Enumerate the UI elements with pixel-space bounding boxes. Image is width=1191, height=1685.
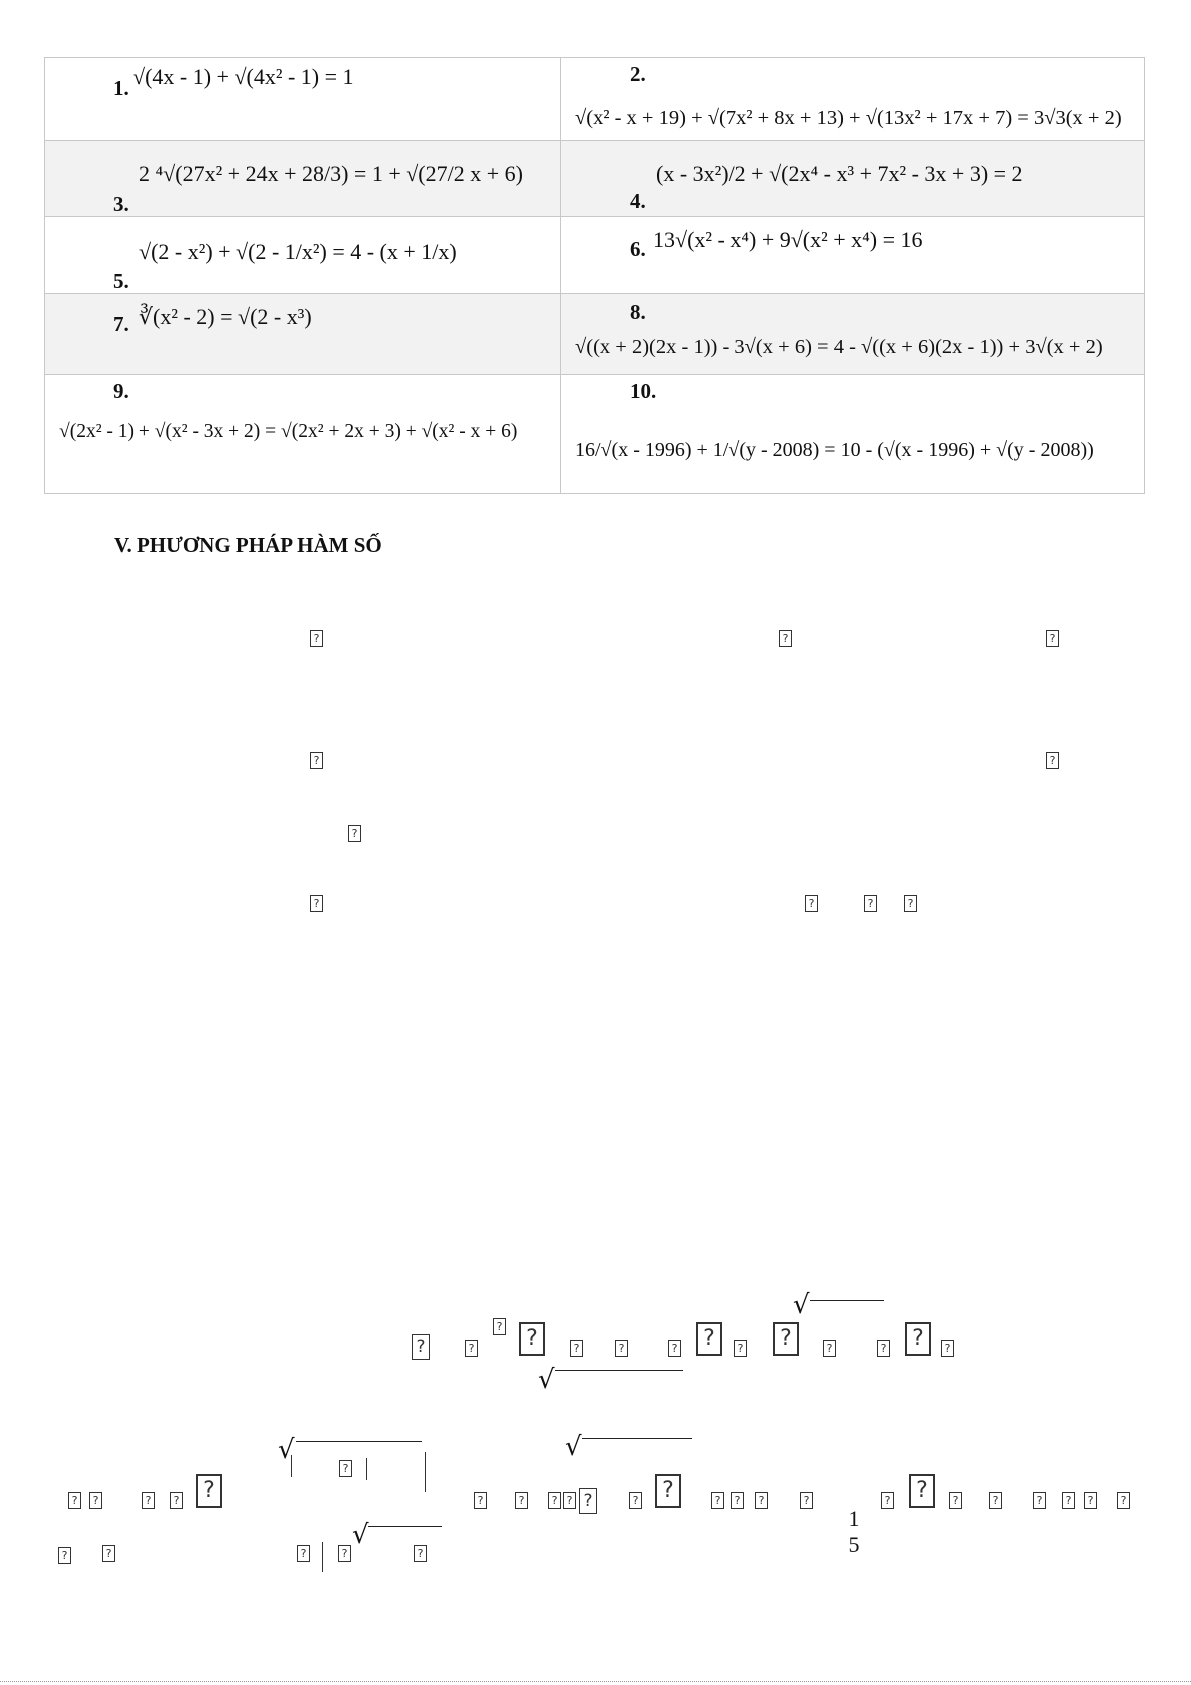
missing-glyph: ? xyxy=(310,895,323,912)
exercise-number: 5. xyxy=(113,269,129,293)
radical-sign: √ xyxy=(352,1520,369,1550)
exercise-cell-5 xyxy=(45,217,561,294)
exercise-cell-9 xyxy=(45,375,561,494)
radical-sign: √ xyxy=(278,1435,295,1465)
missing-glyph: ? xyxy=(1062,1492,1075,1509)
missing-glyph: ? xyxy=(800,1492,813,1509)
missing-glyph: ? xyxy=(1084,1492,1097,1509)
missing-glyph: ? xyxy=(493,1318,506,1335)
radical-sign: √ xyxy=(538,1365,555,1395)
missing-glyph: ? xyxy=(989,1492,1002,1509)
missing-glyph: ? xyxy=(881,1492,894,1509)
missing-glyph: ? xyxy=(905,1322,931,1356)
exercise-cell-8 xyxy=(561,294,1145,375)
bracket-stroke xyxy=(322,1542,323,1572)
missing-glyph: ? xyxy=(310,752,323,769)
missing-glyph: ? xyxy=(548,1492,561,1509)
missing-glyph: ? xyxy=(711,1492,724,1509)
exercise-number: 7. xyxy=(113,312,129,336)
missing-glyph: ? xyxy=(515,1492,528,1509)
missing-glyph: ? xyxy=(579,1488,597,1514)
exercise-number: 6. xyxy=(630,237,646,261)
exercise-cell-6 xyxy=(561,217,1145,294)
exercise-number: 1. xyxy=(113,76,129,100)
missing-glyph: ? xyxy=(348,825,361,842)
exercise-cell-4 xyxy=(561,141,1145,217)
bracket-stroke xyxy=(366,1458,367,1480)
exercise-cell-3 xyxy=(45,141,561,217)
missing-glyph: ? xyxy=(696,1322,722,1356)
exercise-equation-9: √(2x² - 1) + √(x² - 3x + 2) = √(2x² + 2x + 3) + √(x² - x + 6) xyxy=(59,421,518,442)
missing-glyph: ? xyxy=(773,1322,799,1356)
exercise-number: 3. xyxy=(113,192,129,216)
radical-bar xyxy=(368,1526,442,1527)
radical-sign: √ xyxy=(793,1290,810,1320)
missing-glyph: ? xyxy=(779,630,792,647)
fraction-numerator: 1 xyxy=(848,1506,860,1531)
exercise-number: 9. xyxy=(113,379,129,403)
missing-glyph: ? xyxy=(412,1334,430,1360)
missing-glyph: ? xyxy=(1046,752,1059,769)
radical-sign: √ xyxy=(565,1432,582,1462)
bracket-stroke xyxy=(425,1452,426,1492)
exercise-number: 8. xyxy=(630,300,646,324)
missing-glyph: ? xyxy=(170,1492,183,1509)
missing-glyph: ? xyxy=(465,1340,478,1357)
section-heading: V. PHƯƠNG PHÁP HÀM SỐ xyxy=(114,533,382,557)
missing-glyph: ? xyxy=(414,1545,427,1562)
missing-glyph: ? xyxy=(949,1492,962,1509)
missing-glyph: ? xyxy=(731,1492,744,1509)
exercise-equation-2: √(x² - x + 19) + √(7x² + 8x + 13) + √(13x² + 17x + 7) = 3√3(x + 2) xyxy=(575,107,1122,129)
missing-glyph: ? xyxy=(519,1322,545,1356)
fraction-denominator: 5 xyxy=(848,1532,860,1557)
missing-glyph: ? xyxy=(755,1492,768,1509)
exercise-equation-7: ∛(x² - 2) = √(2 - x³) xyxy=(139,304,312,329)
radical-bar xyxy=(555,1370,683,1371)
exercise-equation-6: 13√(x² - x⁴) + 9√(x² + x⁴) = 16 xyxy=(653,227,923,252)
exercise-equation-1: √(4x - 1) + √(4x² - 1) = 1 xyxy=(133,64,354,89)
missing-glyph: ? xyxy=(909,1474,935,1508)
missing-glyph: ? xyxy=(196,1474,222,1508)
exercise-equation-8: √((x + 2)(2x - 1)) - 3√(x + 6) = 4 - √((x + 6)(2x - 1)) + 3√(x + 2) xyxy=(575,336,1103,358)
missing-glyph: ? xyxy=(58,1547,71,1564)
missing-glyph: ? xyxy=(563,1492,576,1509)
missing-glyph: ? xyxy=(1117,1492,1130,1509)
exercise-cell-10 xyxy=(561,375,1145,494)
exercise-number: 2. xyxy=(630,62,646,86)
missing-glyph: ? xyxy=(310,630,323,647)
exercise-number: 4. xyxy=(630,189,646,213)
exercise-number: 10. xyxy=(630,379,657,403)
missing-glyph: ? xyxy=(1046,630,1059,647)
missing-glyph: ? xyxy=(89,1492,102,1509)
missing-glyph: ? xyxy=(338,1545,351,1562)
exercise-equation-4: (x - 3x²)/2 + √(2x⁴ - x³ + 7x² - 3x + 3) = 2 xyxy=(656,161,1023,186)
radical-bar xyxy=(582,1438,692,1439)
missing-glyph: ? xyxy=(823,1340,836,1357)
exercise-equation-5: √(2 - x²) + √(2 - 1/x²) = 4 - (x + 1/x) xyxy=(139,239,457,264)
missing-glyph: ? xyxy=(68,1492,81,1509)
radical-bar xyxy=(296,1441,422,1442)
missing-glyph: ? xyxy=(941,1340,954,1357)
bracket-stroke xyxy=(291,1455,292,1477)
missing-glyph: ? xyxy=(734,1340,747,1357)
missing-glyph: ? xyxy=(474,1492,487,1509)
missing-glyph: ? xyxy=(668,1340,681,1357)
exercise-table xyxy=(44,57,1145,494)
missing-glyph: ? xyxy=(615,1340,628,1357)
exercise-cell-7 xyxy=(45,294,561,375)
radical-bar xyxy=(810,1300,884,1301)
missing-glyph: ? xyxy=(655,1474,681,1508)
missing-glyph: ? xyxy=(142,1492,155,1509)
page-bottom-rule xyxy=(0,1681,1191,1682)
fraction-one-fifth xyxy=(846,1506,862,1558)
exercise-cell-1 xyxy=(45,58,561,141)
missing-glyph: ? xyxy=(864,895,877,912)
exercise-equation-10: 16/√(x - 1996) + 1/√(y - 2008) = 10 - (√(x - 1996) + √(y - 2008)) xyxy=(575,439,1094,461)
missing-glyph: ? xyxy=(877,1340,890,1357)
missing-glyph: ? xyxy=(805,895,818,912)
missing-glyph: ? xyxy=(570,1340,583,1357)
missing-glyph: ? xyxy=(297,1545,310,1562)
exercise-equation-3: 2 ⁴√(27x² + 24x + 28/3) = 1 + √(27/2 x + 6) xyxy=(139,161,523,186)
exercise-cell-2 xyxy=(561,58,1145,141)
missing-glyph: ? xyxy=(1033,1492,1046,1509)
missing-glyph: ? xyxy=(102,1545,115,1562)
missing-glyph: ? xyxy=(629,1492,642,1509)
missing-glyph: ? xyxy=(904,895,917,912)
missing-glyph: ? xyxy=(339,1460,352,1477)
